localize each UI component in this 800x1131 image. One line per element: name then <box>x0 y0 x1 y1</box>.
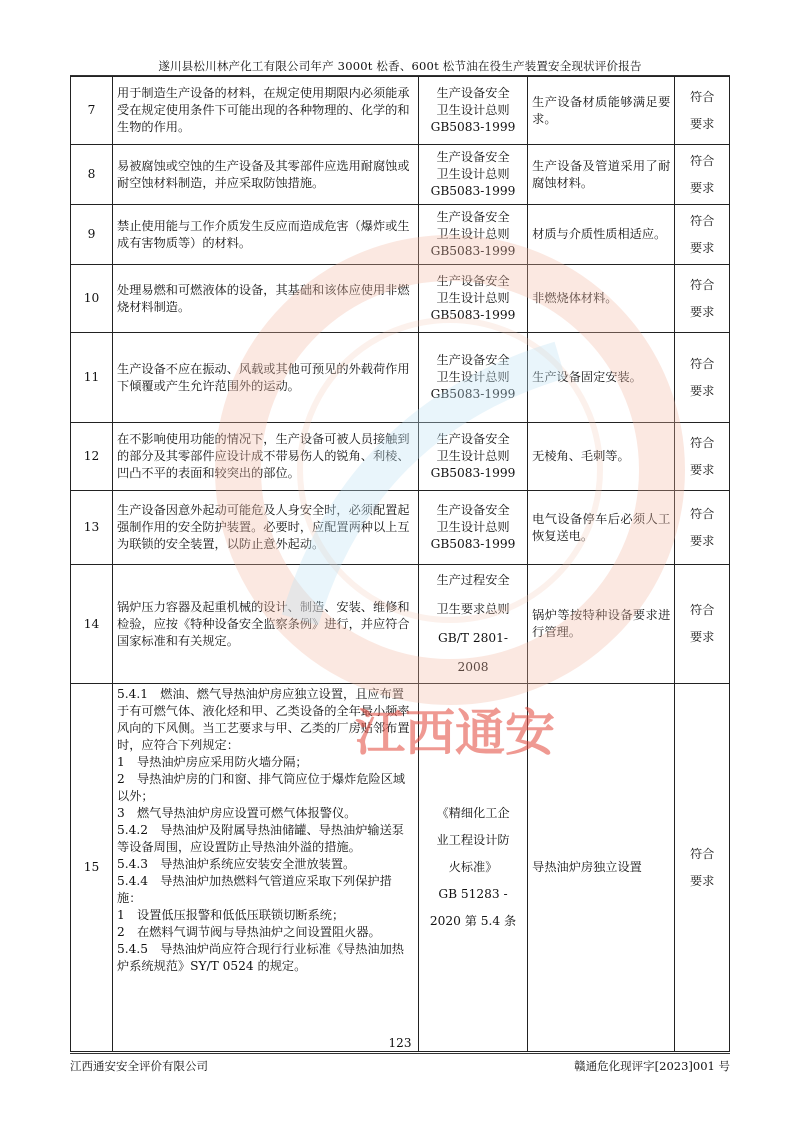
basis-cell <box>418 491 527 565</box>
evaluation-table-body <box>71 77 730 1052</box>
basis-text: GB5083-1999 <box>430 466 516 480</box>
result-text: 要求 <box>689 304 715 319</box>
row-number: 12 <box>71 423 113 491</box>
row-number: 11 <box>71 333 113 423</box>
basis-text: 卫生设计总则 <box>436 227 510 241</box>
basis-text: 卫生设计总则 <box>436 449 510 463</box>
basis-text: 生产设备安全 <box>436 150 510 164</box>
basis-text: GB5083-1999 <box>430 184 516 198</box>
requirement-text: 生产设备不应在振动、风载或其他可预见的外载荷作用下倾覆或产生允许范围外的运动。 <box>117 361 410 393</box>
requirement-text: 锅炉压力容器及起重机械的设计、制造、安装、维修和检验，应按《特种设备安全监察条例》进行，并应符合国家标准和有关规定。 <box>117 599 410 648</box>
requirement-cell <box>113 205 419 265</box>
basis-text: 生产过程安全 <box>436 573 510 587</box>
requirement-text: 禁止使用能与工作介质发生反应而造成危害（爆炸或生成有害物质等）的材料。 <box>117 218 410 250</box>
requirement-text: 生产设备因意外起动可能危及人身安全时，必须配置起强制作用的安全防护装置。必要时，应配置两种以上互为联锁的安全装置，以防止意外起动。 <box>117 503 410 551</box>
table-row <box>71 423 730 491</box>
result-text: 符合 <box>689 277 715 292</box>
table-row <box>71 145 730 205</box>
basis-text: 卫生设计总则 <box>436 520 510 534</box>
result-cell <box>675 145 730 205</box>
requirement-text: 处理易燃和可燃液体的设备，其基础和该体应使用非燃烧材料制造。 <box>117 282 410 314</box>
basis-text: 《精细化工企 <box>436 806 510 820</box>
table-row <box>71 684 730 1052</box>
basis-cell <box>418 684 527 1052</box>
status-cell: 非燃烧体材料。 <box>528 265 675 333</box>
requirement-text: 5.4.2 导热油炉及附属导热油储罐、导热油炉输送泵等设备周围，应设置防止导热油外溢的措施。 <box>117 823 404 854</box>
basis-text: GB/T 2801-2008 <box>438 631 508 674</box>
footer-doc-number: 赣通危化现评字[2023]001 号 <box>574 1059 730 1073</box>
basis-cell <box>418 265 527 333</box>
basis-cell <box>418 145 527 205</box>
status-cell: 材质与介质性质相适应。 <box>528 205 675 265</box>
result-text: 符合 <box>689 506 715 521</box>
row-number: 8 <box>71 145 113 205</box>
requirement-text: 在不影响使用功能的情况下，生产设备可被人员接触到的部分及其零部件应设计成不带易伤人的锐角、利棱、凹凸不平的表面和较突出的部位。 <box>117 432 410 480</box>
table-row <box>71 77 730 145</box>
basis-text: 2020 第 5.4 条 <box>429 914 517 928</box>
basis-cell <box>418 565 527 684</box>
status-cell: 无棱角、毛刺等。 <box>528 423 675 491</box>
row-number: 10 <box>71 265 113 333</box>
result-text: 符合 <box>689 603 715 617</box>
basis-text: GB 51283 - <box>438 887 508 901</box>
basis-text: 生产设备安全 <box>436 503 510 517</box>
result-text: 符合 <box>689 153 715 168</box>
result-cell <box>675 423 730 491</box>
basis-text: 卫生设计总则 <box>436 291 510 305</box>
requirement-text: 3 燃气导热油炉房应设置可燃气体报警仪。 <box>117 806 357 820</box>
requirement-cell <box>113 491 419 565</box>
status-cell: 生产设备固定安装。 <box>528 333 675 423</box>
basis-text: GB5083-1999 <box>430 537 516 551</box>
status-cell: 生产设备及管道采用了耐腐蚀材料。 <box>528 145 675 205</box>
table-row <box>71 333 730 423</box>
result-text: 符合 <box>689 846 715 861</box>
basis-text: GB5083-1999 <box>430 244 516 258</box>
result-text: 符合 <box>689 356 715 371</box>
evaluation-table <box>70 76 730 1052</box>
status-cell: 锅炉等按特种设备要求进行管理。 <box>528 565 675 684</box>
page-number: 123 <box>388 1036 412 1050</box>
basis-cell <box>418 423 527 491</box>
basis-text: 生产设备安全 <box>436 353 510 367</box>
result-cell <box>675 684 730 1052</box>
result-text: 要求 <box>689 462 715 477</box>
report-header-title: 遂川县松川林产化工有限公司年产 3000t 松香、600t 松节油在役生产装置安全现状评价报告 <box>158 59 642 73</box>
basis-text: 生产设备安全 <box>436 86 510 100</box>
status-cell: 电气设备停车后必须人工恢复送电。 <box>528 491 675 565</box>
result-text: 要求 <box>689 630 715 644</box>
result-text: 符合 <box>689 213 715 228</box>
basis-text: 卫生设计总则 <box>436 167 510 181</box>
basis-text: 生产设备安全 <box>436 432 510 446</box>
result-cell <box>675 205 730 265</box>
basis-text: 火标准》 <box>448 860 498 874</box>
requirement-text: 1 导热油炉房应采用防火墙分隔； <box>117 755 308 769</box>
row-number: 9 <box>71 205 113 265</box>
requirement-text: 2 在燃料气调节阀与导热油炉之间设置阻火器。 <box>117 925 381 939</box>
watermark-center-text: 江西通安 <box>355 704 555 762</box>
basis-text: 生产设备安全 <box>436 274 510 288</box>
basis-cell <box>418 333 527 423</box>
table-row <box>71 205 730 265</box>
footer-divider <box>70 1053 730 1054</box>
requirement-text: 2 导热油炉房的门和窗、排气筒应位于爆炸危险区域以外； <box>117 772 406 803</box>
basis-text: 卫生要求总则 <box>436 602 510 616</box>
result-cell <box>675 565 730 684</box>
basis-cell <box>418 77 527 145</box>
row-number: 15 <box>71 684 113 1052</box>
result-text: 要求 <box>689 383 715 398</box>
basis-cell <box>418 205 527 265</box>
basis-text: 生产设备安全 <box>436 210 510 224</box>
table-row <box>71 565 730 684</box>
result-text: 要求 <box>689 873 715 888</box>
requirement-cell <box>113 684 419 1052</box>
basis-text: 业工程设计防 <box>436 833 510 847</box>
result-cell <box>675 77 730 145</box>
requirement-cell <box>113 423 419 491</box>
table-row <box>71 491 730 565</box>
requirement-cell <box>113 333 419 423</box>
status-cell: 生产设备材质能够满足要求。 <box>528 77 675 145</box>
row-number: 13 <box>71 491 113 565</box>
requirement-text: 5.4.3 导热油炉系统应安装安全泄放装置。 <box>117 857 356 871</box>
result-text: 要求 <box>689 180 715 195</box>
result-cell <box>675 491 730 565</box>
requirement-text: 5.4.5 导热油炉尚应符合现行行业标准《导热油加热炉系统规范》SY/T 0524 的规定。 <box>117 942 404 973</box>
basis-text: GB5083-1999 <box>430 120 516 134</box>
requirement-text: 5.4.4 导热油炉加热燃料气管道应采取下列保护措施： <box>117 874 392 905</box>
requirement-cell <box>113 265 419 333</box>
requirement-cell <box>113 565 419 684</box>
table-row <box>71 265 730 333</box>
result-text: 符合 <box>689 89 715 104</box>
result-text: 要求 <box>689 533 715 548</box>
basis-text: GB5083-1999 <box>430 387 516 401</box>
row-number: 14 <box>71 565 113 684</box>
result-text: 符合 <box>689 435 715 450</box>
basis-text: 卫生设计总则 <box>436 370 510 384</box>
row-number: 7 <box>71 77 113 145</box>
requirement-text: 易被腐蚀或空蚀的生产设备及其零部件应选用耐腐蚀或耐空蚀材料制造，并应采取防蚀措施。 <box>117 158 410 190</box>
basis-text: 卫生设计总则 <box>436 103 510 117</box>
requirement-cell <box>113 77 419 145</box>
requirement-text: 1 设置低压报警和低低压联锁切断系统； <box>117 908 345 922</box>
footer-company: 江西通安安全评价有限公司 <box>70 1059 208 1073</box>
result-text: 要求 <box>689 116 715 131</box>
result-cell <box>675 265 730 333</box>
requirement-cell <box>113 145 419 205</box>
basis-text: GB5083-1999 <box>430 308 516 322</box>
result-text: 要求 <box>689 240 715 255</box>
status-cell: 导热油炉房独立设置 <box>528 684 675 1052</box>
result-cell <box>675 333 730 423</box>
requirement-text: 用于制造生产设备的材料，在规定使用期限内必须能承受在规定使用条件下可能出现的各种物理的、化学的和生物的作用。 <box>117 86 410 134</box>
requirement-text: 5.4.1 燃油、燃气导热油炉房应独立设置，且应布置于有可燃气体、液化烃和甲、乙类设备的全年最小频率风向的下风侧。当工艺要求与甲、乙类的厂房贴邻布置时，应符合下列规定： <box>117 687 410 752</box>
